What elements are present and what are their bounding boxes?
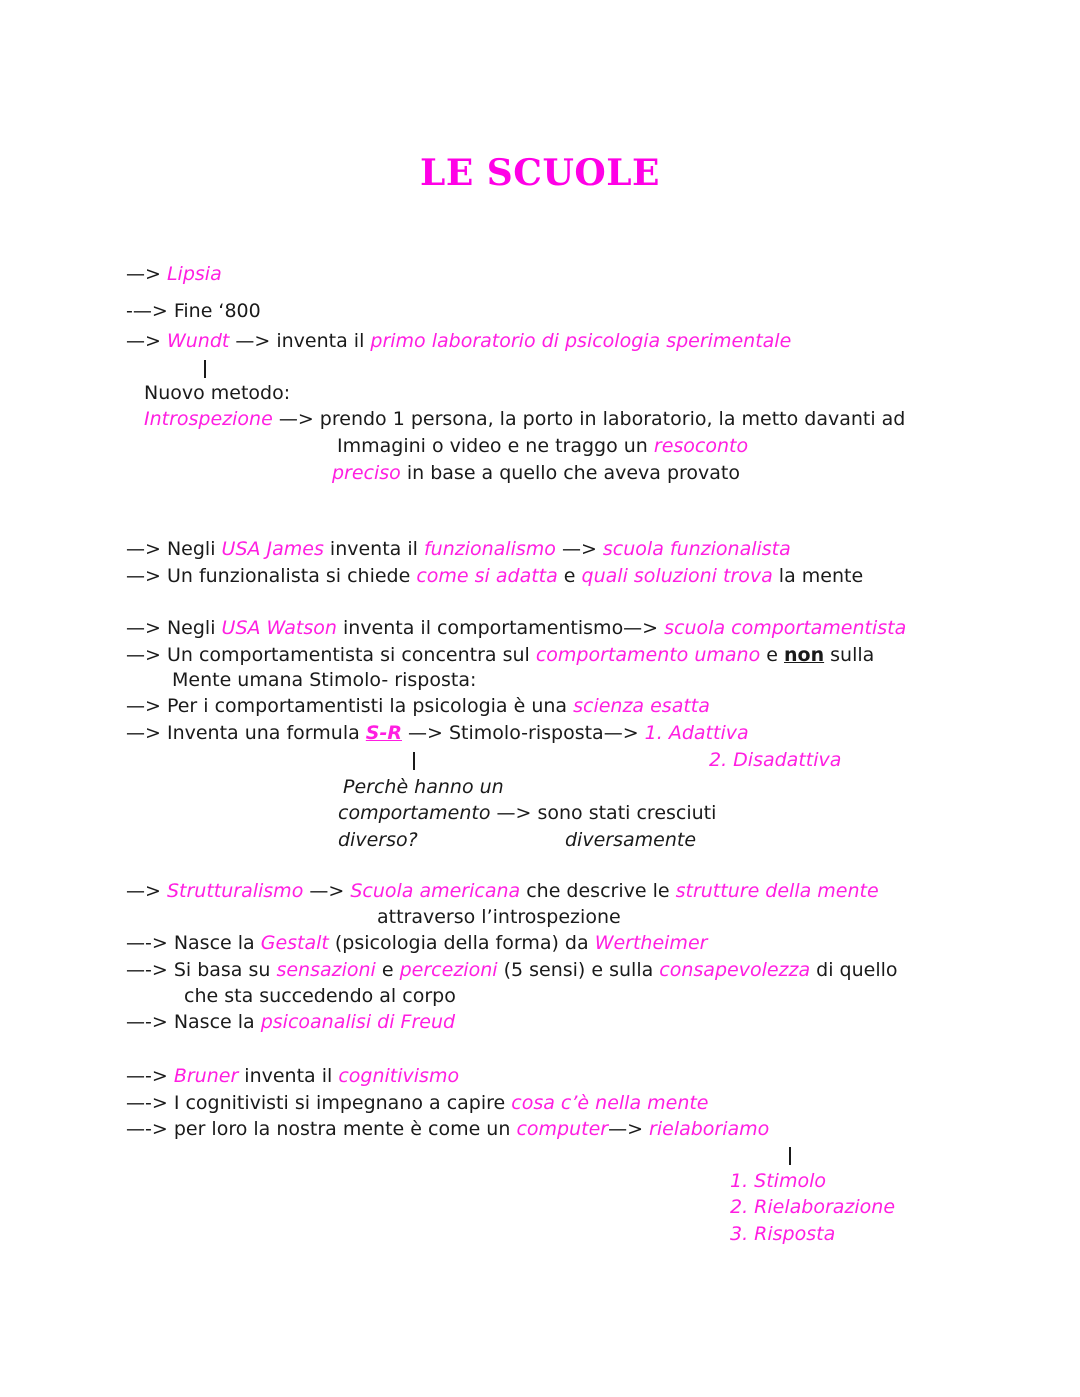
term-laboratorio: primo laboratorio di psicologia sperimentale [370, 330, 792, 352]
emphasis-non: non [784, 644, 825, 666]
term-strutture-mente: strutture della mente [675, 880, 879, 902]
term-consapevolezza: consapevolezza [659, 959, 811, 981]
term-quali-soluzioni: quali soluzioni trova [581, 565, 773, 587]
text: —> sono stati cresciuti [490, 802, 717, 824]
text: inventa il comportamentismo—> [336, 617, 665, 639]
text: —-> I cognitivisti si impegnano a capire [126, 1092, 512, 1114]
list-item-risposta: 3. Risposta [730, 1223, 836, 1245]
term-usa-watson: USA Watson [221, 617, 337, 639]
connector-line [204, 360, 206, 378]
text: comportamento [338, 802, 491, 824]
line-strutturalismo [126, 878, 879, 904]
line-funzionalista [126, 563, 863, 589]
term-scuola-funzionalista: scuola funzionalista [602, 538, 791, 560]
arrow: -—> [126, 300, 168, 322]
text: —> prendo 1 persona, la porto in laboratorio, la metto davanti ad [272, 408, 906, 430]
line-scienza-esatta [126, 693, 710, 719]
term-gestalt: Gestalt [260, 932, 329, 954]
text: —> [555, 538, 603, 560]
line-sensazioni [126, 957, 898, 983]
text: —> Stimolo-risposta—> [402, 722, 645, 744]
text: inventa il [323, 538, 424, 560]
line-corpo: che sta succedendo al corpo [184, 985, 456, 1007]
line-formula-sr [126, 720, 749, 746]
connector-line [413, 752, 415, 770]
text: —-> Si basa su [126, 959, 277, 981]
line-comportamento [338, 800, 716, 826]
line-wundt [126, 328, 791, 354]
term-percezioni: percezioni [399, 959, 498, 981]
line-mente-umana: Mente umana Stimolo- risposta: [172, 669, 477, 691]
line-immagini [337, 433, 748, 459]
term-wertheimer: Wertheimer [594, 932, 708, 954]
term-scuola-comportamentista: scuola comportamentista [664, 617, 907, 639]
text: e [375, 959, 400, 981]
text: —> Inventa una formula [126, 722, 366, 744]
arrow: —> [126, 330, 161, 352]
term-cosa-nella-mente: cosa c’è nella mente [511, 1092, 709, 1114]
line-nuovo-metodo: Nuovo metodo: [144, 382, 291, 404]
line-introspezione-2: attraverso l’introspezione [377, 906, 621, 928]
term-bruner: Bruner [173, 1065, 239, 1087]
line-introspezione [144, 406, 905, 432]
term-computer: computer [516, 1118, 609, 1140]
text: —> Negli [126, 617, 222, 639]
term-resoconto: resoconto [653, 435, 749, 457]
line-gestalt [126, 930, 707, 956]
text: la mente [772, 565, 864, 587]
connector-line [789, 1147, 791, 1165]
text: —> Negli [126, 538, 222, 560]
line-perche: Perchè hanno un [343, 776, 504, 798]
line-bruner [126, 1063, 459, 1089]
text: —-> per loro la nostra mente è come un [126, 1118, 517, 1140]
text: Immagini o video e ne traggo un [337, 435, 654, 457]
arrow: —> [126, 263, 161, 285]
term-introspezione: Introspezione [144, 408, 273, 430]
text: —-> Nasce la [126, 1011, 261, 1033]
page-title: LE SCUOLE [420, 152, 660, 194]
line-comportamentismo [126, 615, 906, 641]
text: in base a quello che aveva provato [400, 462, 741, 484]
line-lipsia [126, 261, 222, 287]
text: —-> Nasce la [126, 932, 261, 954]
line-cognitivisti [126, 1090, 709, 1116]
line-funzionalismo [126, 536, 791, 562]
text: di quello [810, 959, 898, 981]
term-scuola-americana: Scuola americana [350, 880, 521, 902]
term-strutturalismo: Strutturalismo [166, 880, 304, 902]
term-sensazioni: sensazioni [276, 959, 376, 981]
text: —> [126, 880, 167, 902]
text: e [760, 644, 784, 666]
term-psicoanalisi-freud: psicoanalisi di Freud [260, 1011, 456, 1033]
term-preciso: preciso [332, 462, 401, 484]
text-fine-800: Fine ‘800 [173, 300, 261, 322]
line-diverso: diverso? [338, 829, 418, 851]
text: —> Un comportamentista si concentra sul [126, 644, 536, 666]
term-adattiva: 1. Adattiva [644, 722, 749, 744]
text: che descrive le [520, 880, 676, 902]
term-rielaboriamo: rielaboriamo [649, 1118, 770, 1140]
list-item-rielaborazione: 2. Rielaborazione [730, 1196, 896, 1218]
text: —-> [126, 1065, 174, 1087]
text: —> Per i comportamentisti la psicologia è una [126, 695, 574, 717]
text: e [557, 565, 582, 587]
text: —> Un funzionalista si chiede [126, 565, 417, 587]
text: —> [608, 1118, 650, 1140]
term-lipsia: Lipsia [166, 263, 222, 285]
line-freud [126, 1009, 455, 1035]
line-diversamente: diversamente [565, 829, 697, 851]
term-funzionalismo: funzionalismo [423, 538, 556, 560]
term-s-r: S-R [365, 722, 402, 744]
term-comportamento-umano: comportamento umano [535, 644, 761, 666]
text: sulla [824, 644, 875, 666]
list-item-stimolo: 1. Stimolo [730, 1170, 826, 1192]
line-fine-800 [126, 298, 261, 324]
term-usa-james: USA James [221, 538, 324, 560]
term-disadattiva: 2. Disadattiva [709, 749, 842, 771]
text: —> inventa il [229, 330, 371, 352]
line-preciso [332, 460, 740, 486]
term-wundt: Wundt [166, 330, 230, 352]
term-scienza-esatta: scienza esatta [573, 695, 710, 717]
text: inventa il [238, 1065, 339, 1087]
text: —> [303, 880, 351, 902]
term-cognitivismo: cognitivismo [338, 1065, 460, 1087]
line-comportamentista [126, 642, 874, 668]
text: (5 sensi) e sulla [497, 959, 660, 981]
text: (psicologia della forma) da [328, 932, 595, 954]
term-come-si-adatta: come si adatta [416, 565, 558, 587]
line-computer [126, 1116, 769, 1142]
